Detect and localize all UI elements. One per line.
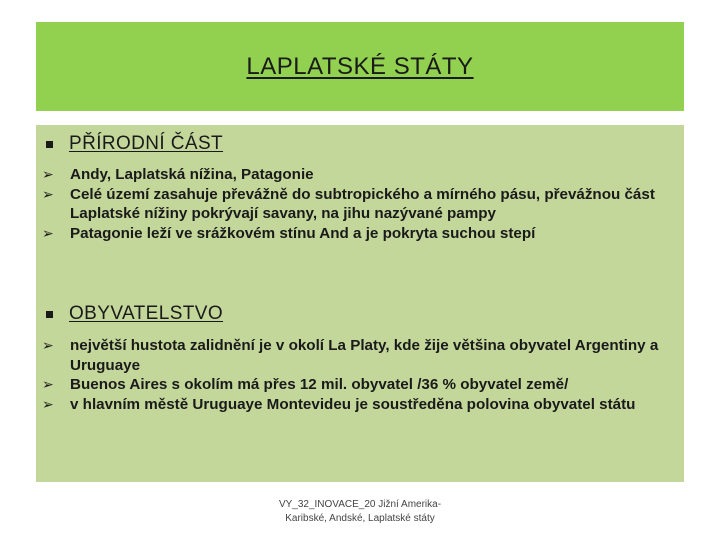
- content-box: [36, 125, 684, 482]
- list-item: ➢ největší hustota zalidnění je v okolí La Platy, kde žije většina obyvatel Argentiny a Uruguaye: [42, 337, 659, 374]
- list-item: ➢ Andy, Laplatská nížina, Patagonie: [42, 166, 314, 183]
- arrow-bullet-icon: ➢: [42, 337, 54, 353]
- list-item: ➢ Celé území zasahuje převážně do subtropického a mírného pásu, převážnou část Laplatské nížiny pokrývají savany, na jihu nazývané pampy: [42, 185, 655, 223]
- arrow-bullet-icon: ➢: [42, 185, 54, 202]
- list-item: ➢ v hlavním městě Uruguaye Montevideu je soustředěna polovina obyvatel státu: [42, 395, 636, 413]
- arrow-bullet-icon: ➢: [42, 224, 54, 241]
- list-item: ➢ Buenos Aires s okolím má přes 12 mil. obyvatel /36 % obyvatel země/: [42, 376, 569, 394]
- title-box: [36, 22, 684, 111]
- footer-line: Karibské, Andské, Laplatské státy: [285, 513, 435, 524]
- arrow-bullet-icon: ➢: [42, 166, 54, 182]
- section-heading-label: PŘÍRODNÍ ČÁST: [69, 133, 224, 154]
- page-title: LAPLATSKÉ STÁTY: [246, 52, 474, 80]
- footer-line: VY_32_INOVACE_20 Jižní Amerika-: [278, 499, 442, 510]
- arrow-bullet-icon: ➢: [42, 376, 54, 393]
- square-bullet-icon: [46, 141, 53, 148]
- arrow-bullet-icon: ➢: [42, 395, 54, 412]
- section-heading-nature: [44, 133, 223, 155]
- section-heading-population: [44, 303, 223, 325]
- list-item: ➢ Patagonie leží ve srážkovém stínu And a je pokryta suchou stepí: [42, 224, 536, 242]
- slide-footer: [250, 498, 470, 526]
- square-bullet-icon: [46, 311, 53, 318]
- bullet-list-nature: [42, 165, 682, 243]
- section-heading-label: OBYVATELSTVO: [69, 303, 224, 324]
- bullet-list-population: [42, 336, 682, 414]
